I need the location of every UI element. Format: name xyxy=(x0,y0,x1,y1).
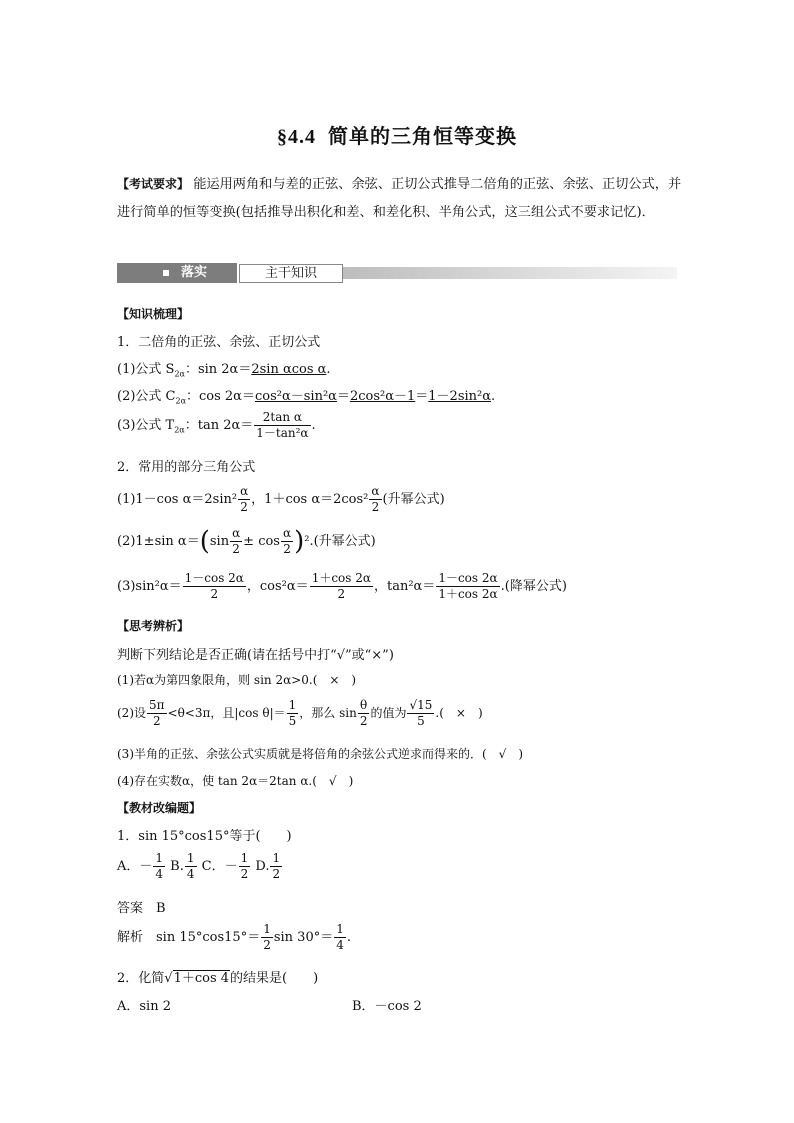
problem-2-option-b: B．－cos 2 xyxy=(352,999,422,1014)
banner-dark xyxy=(117,263,237,283)
title-text: 简单的三角恒等变换 xyxy=(328,124,517,148)
tan-double-fraction: $\frac{\text{2tan α}}{\text{1－tan²α}}$ xyxy=(256,410,309,440)
think-q3: (3)半角的正弦、余弦公式实质就是将倍角的余弦公式逆求而得来的．( √ ) xyxy=(117,747,524,761)
formula-raise-1: (1)1－cos α＝2sin² $\frac{\alpha}{2}$ ，1＋cos α＝2cos² $\frac{\alpha}{2}$ (升幂公式) xyxy=(117,484,445,514)
textbook-heading: 【教材改编题】 xyxy=(117,801,202,815)
section-number: §4.4 xyxy=(277,126,316,148)
k1-heading: 1．二倍角的正弦、余弦、正切公式 xyxy=(117,335,321,350)
think-q2: (2)设 $\frac{5\pi}{2}$ <θ<3π，且|cos θ|＝ $\frac{1}{5}$ ，那么 sin $\frac{\theta}{2}$ 的值为 $\frac{√15}{5}$ .( × ) xyxy=(117,698,483,728)
formula-c2a: (2)公式 $C_{2\alpha}$：cos 2α＝cos²α－sin²α＝2cos²α－1＝1－2sin²α. xyxy=(117,389,496,406)
formula-t2a: (3)公式 $T_{2\alpha}$：tan 2α＝ $\frac{\text{2tan α}}{\text{1－tan²α}}$ . xyxy=(117,410,316,440)
think-q4: (4)存在实数α，使 tan 2α＝2tan α.( √ ) xyxy=(117,774,354,788)
requirement-label: 【考试要求】 xyxy=(117,177,190,191)
formula-lower: (3)sin²α＝ $\frac{1-\cos 2\alpha}{2}$ ，cos²α＝ $\frac{1+\cos 2\alpha}{2}$ ，tan²α＝ $\frac{1-\cos 2\alpha}{1+\cos 2\alpha}$ .(降幂公式) xyxy=(117,571,567,601)
knowledge-heading: 【知识梳理】 xyxy=(117,307,190,321)
formula-raise-2: (2)1±sin α＝(sin $\frac{\alpha}{2}$ ± cos $\frac{\alpha}{2}$ )².(升幂公式) xyxy=(117,526,376,557)
problem-1-options: A．－ $\frac{1}{4}$ B. $\frac{1}{4}$ C．－ $\frac{1}{2}$ D. $\frac{1}{2}$ xyxy=(117,851,281,881)
requirement-text: 能运用两角和与差的正弦、余弦、正切公式推导二倍角的正弦、余弦、正切公式，并进行简单的恒等变换(包括推导出积化和差、和差化积、半角公式，这三组公式不要求记忆)． xyxy=(117,177,682,220)
analysis: 解析 sin 15°cos15°＝ $\frac{1}{2}$ sin 30°＝ $\frac{1}{4}$ . xyxy=(117,922,352,952)
think-q1: (1)若α为第四象限角，则 sin 2α>0.( × ) xyxy=(117,673,357,687)
page-title xyxy=(0,120,794,149)
banner-left-label: 落实 xyxy=(181,265,208,280)
banner-gradient xyxy=(343,267,677,279)
formula-s2a: (1)公式 $S_{2\alpha}$：sin 2α＝2sin αcos α. xyxy=(117,362,331,379)
think-heading: 【思考辨析】 xyxy=(117,619,190,633)
section-banner xyxy=(117,263,677,283)
problem-1: 1．sin 15°cos15°等于( ) xyxy=(117,829,292,844)
bullet-square-icon xyxy=(163,270,169,276)
exam-requirement xyxy=(117,170,682,227)
answer-underline: 2sin αcos α xyxy=(251,362,327,377)
problem-2-option-a: A．sin 2 xyxy=(117,999,171,1014)
problem-2: 2．化简√1＋cos 4的结果是( ) xyxy=(117,971,319,986)
banner-right-label: 主干知识 xyxy=(239,264,343,283)
k2-heading: 2．常用的部分三角公式 xyxy=(117,460,256,475)
answer: 答案 B xyxy=(117,901,166,916)
think-intro: 判断下列结论是否正确(请在括号中打“√”或“×”) xyxy=(117,648,394,663)
